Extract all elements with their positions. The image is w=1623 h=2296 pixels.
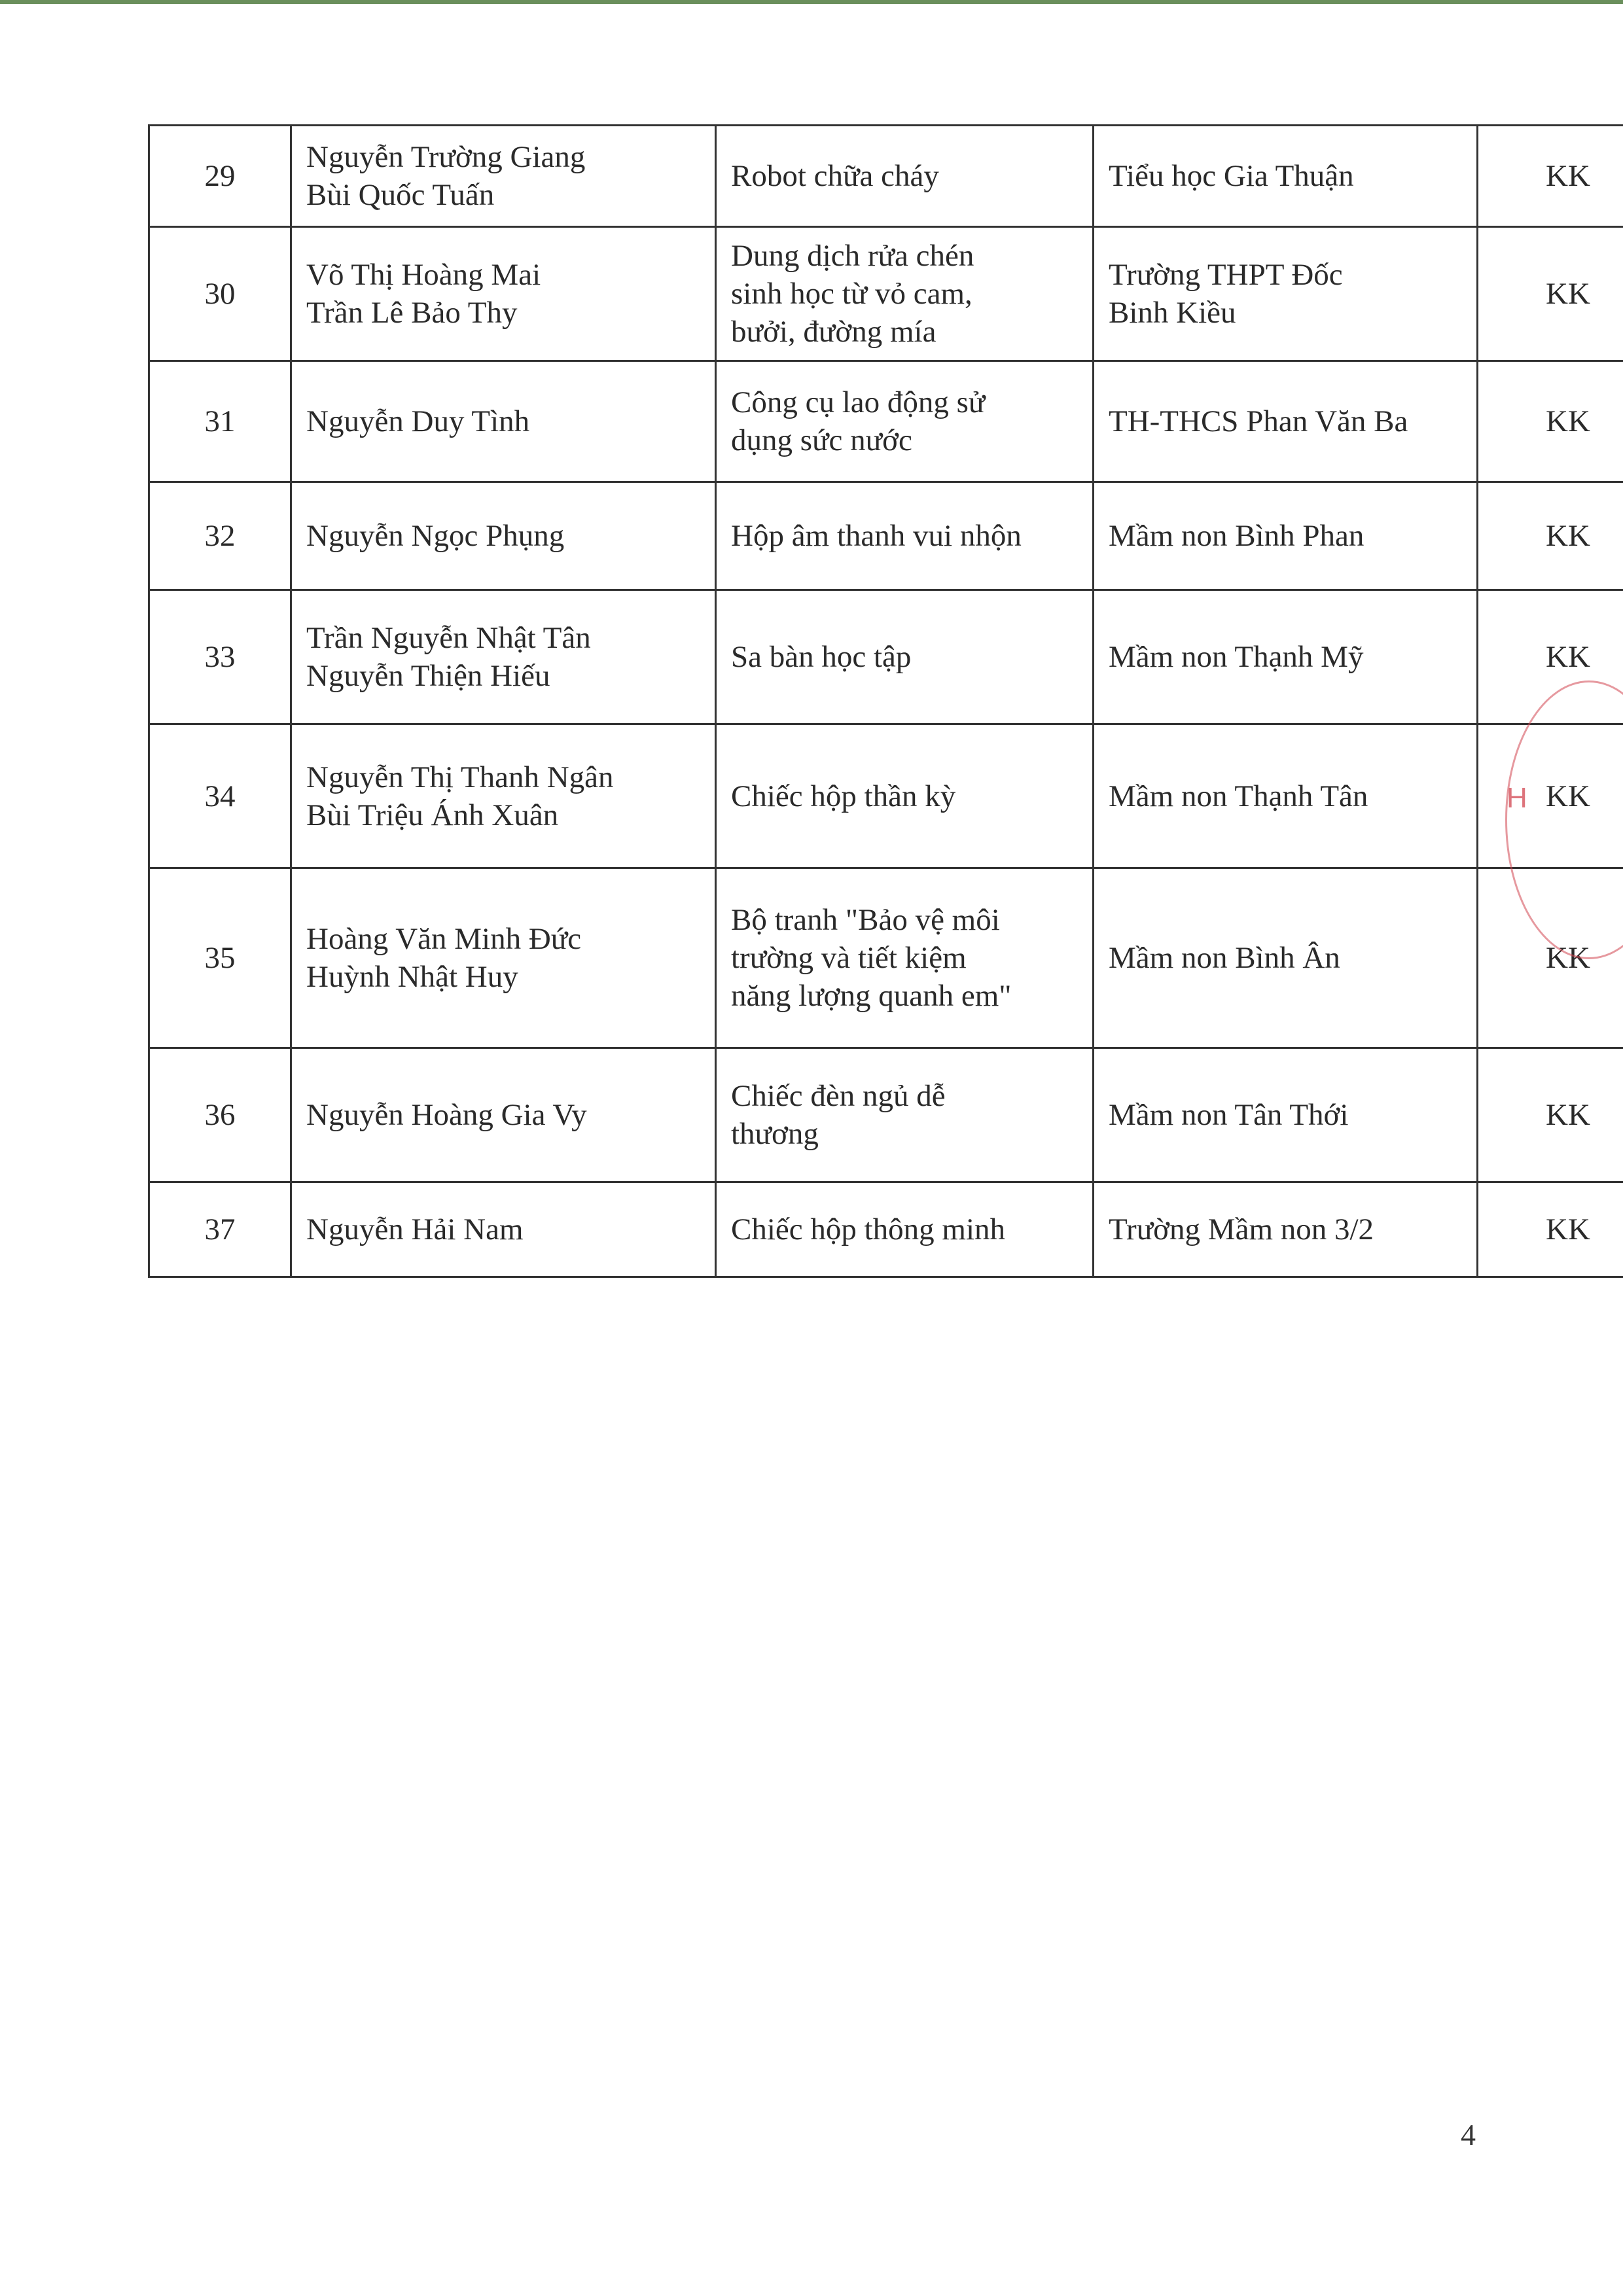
names-line: Nguyễn Hoàng Gia Vy (306, 1098, 587, 1132)
project-cell (716, 227, 1094, 361)
names-line: Nguyễn Thiện Hiếu (306, 659, 550, 693)
project-line: bưởi, đường mía (731, 315, 936, 349)
project-line: Chiếc hộp thần kỳ (731, 779, 956, 813)
names-line: Bùi Triệu Ánh Xuân (306, 798, 559, 832)
school-cell (1094, 482, 1478, 590)
school-cell (1094, 1182, 1478, 1277)
stamp-mark: H (1507, 782, 1527, 814)
project-cell (716, 724, 1094, 868)
project-line: dụng sức nước (731, 423, 912, 457)
table-row (149, 227, 1623, 361)
project-cell (716, 361, 1094, 482)
award-cell: KK (1478, 482, 1623, 590)
names-line: Nguyễn Hải Nam (306, 1212, 524, 1246)
names-cell (291, 1048, 716, 1182)
school-cell (1094, 126, 1478, 227)
project-line: thương (731, 1117, 819, 1151)
project-line: Sa bàn học tập (731, 640, 912, 674)
project-line: Robot chữa cháy (731, 159, 939, 193)
award-cell: KK (1478, 361, 1623, 482)
page-number: 4 (1461, 2118, 1476, 2151)
school-line: Tiểu học Gia Thuận (1109, 159, 1354, 193)
names-cell (291, 361, 716, 482)
table-row (149, 868, 1623, 1048)
stt-cell: 31 (149, 361, 291, 482)
school-cell (1094, 724, 1478, 868)
names-line: Nguyễn Thị Thanh Ngân (306, 760, 614, 794)
project-cell (716, 590, 1094, 724)
award-cell: KK (1478, 590, 1623, 724)
school-line: Mầm non Bình Ân (1109, 941, 1340, 975)
school-line: Mầm non Tân Thới (1109, 1098, 1349, 1132)
project-cell (716, 868, 1094, 1048)
awards-table-body (149, 126, 1623, 1277)
project-line: Hộp âm thanh vui nhộn (731, 519, 1022, 553)
names-line: Bùi Quốc Tuấn (306, 178, 495, 212)
school-line: Binh Kiều (1109, 296, 1236, 330)
project-line: năng lượng quanh em" (731, 979, 1012, 1013)
names-line: Huỳnh Nhật Huy (306, 960, 518, 994)
stt-cell: 30 (149, 227, 291, 361)
project-cell (716, 482, 1094, 590)
award-cell: KK (1478, 1048, 1623, 1182)
school-line: Trường Mầm non 3/2 (1109, 1212, 1374, 1246)
school-line: Trường THPT Đốc (1109, 258, 1343, 292)
stt-cell: 35 (149, 868, 291, 1048)
table-row (149, 126, 1623, 227)
names-cell (291, 590, 716, 724)
school-line: Mầm non Bình Phan (1109, 519, 1364, 553)
names-line: Hoàng Văn Minh Đức (306, 922, 582, 956)
project-cell (716, 1048, 1094, 1182)
table-row (149, 724, 1623, 868)
names-line: Nguyễn Trường Giang (306, 140, 586, 174)
names-line: Võ Thị Hoàng Mai (306, 258, 541, 292)
names-cell (291, 724, 716, 868)
school-line: Mầm non Thạnh Tân (1109, 779, 1368, 813)
names-cell (291, 868, 716, 1048)
school-line: TH-THCS Phan Văn Ba (1109, 404, 1408, 438)
school-cell (1094, 1048, 1478, 1182)
award-cell: KK (1478, 227, 1623, 361)
project-line: Chiếc hộp thông minh (731, 1212, 1006, 1246)
table-row (149, 590, 1623, 724)
project-line: Công cụ lao động sử (731, 385, 986, 419)
stt-cell: 37 (149, 1182, 291, 1277)
school-line: Mầm non Thạnh Mỹ (1109, 640, 1364, 674)
stt-cell: 33 (149, 590, 291, 724)
awards-table (148, 124, 1623, 1278)
project-line: sinh học từ vỏ cam, (731, 277, 972, 311)
school-cell (1094, 590, 1478, 724)
project-cell (716, 1182, 1094, 1277)
names-cell (291, 482, 716, 590)
award-cell: KK (1478, 868, 1623, 1048)
school-cell (1094, 227, 1478, 361)
names-line: Trần Lê Bảo Thy (306, 296, 518, 330)
school-cell (1094, 868, 1478, 1048)
table-row (149, 361, 1623, 482)
project-line: trường và tiết kiệm (731, 941, 967, 975)
project-line: Dung dịch rửa chén (731, 239, 974, 273)
stt-cell: 32 (149, 482, 291, 590)
table-row (149, 1048, 1623, 1182)
table-row (149, 1182, 1623, 1277)
table-row (149, 482, 1623, 590)
project-line: Chiếc đèn ngủ dễ (731, 1079, 946, 1113)
project-cell (716, 126, 1094, 227)
award-cell: KK (1478, 1182, 1623, 1277)
stt-cell: 34 (149, 724, 291, 868)
names-line: Nguyễn Ngọc Phụng (306, 519, 565, 553)
names-cell (291, 126, 716, 227)
names-line: Nguyễn Duy Tình (306, 404, 530, 438)
award-cell: KK (1478, 126, 1623, 227)
school-cell (1094, 361, 1478, 482)
names-line: Trần Nguyễn Nhật Tân (306, 621, 591, 655)
names-cell (291, 227, 716, 361)
names-cell (291, 1182, 716, 1277)
stt-cell: 29 (149, 126, 291, 227)
award-cell: KK (1478, 724, 1623, 868)
stt-cell: 36 (149, 1048, 291, 1182)
top-border-line (0, 0, 1623, 4)
project-line: Bộ tranh "Bảo vệ môi (731, 903, 1000, 937)
